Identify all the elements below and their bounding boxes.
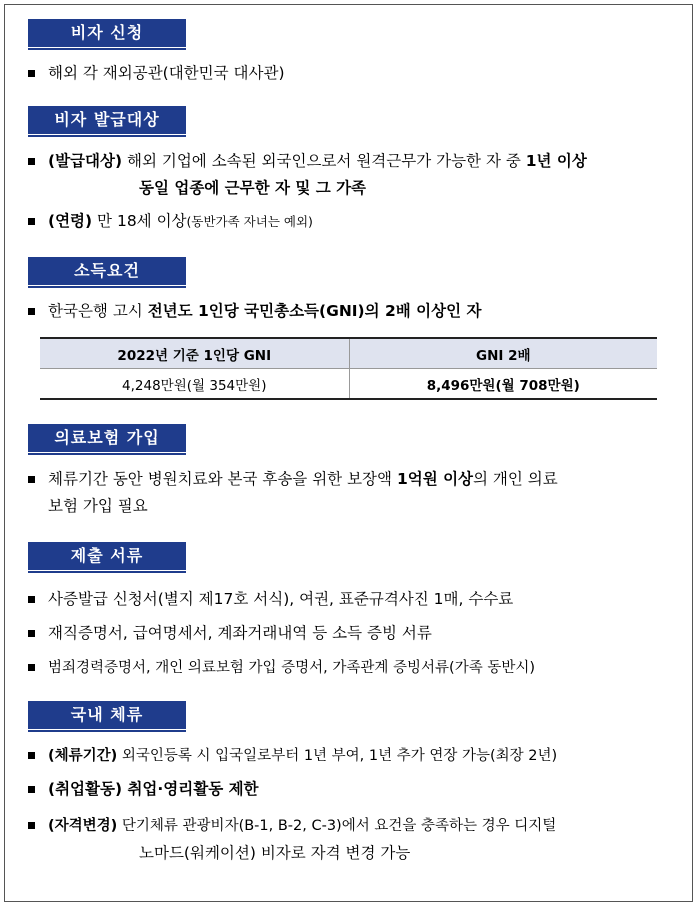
list-item: (취업활동) 취업·영리활동 제한 <box>28 776 683 803</box>
list-item: (연령) 만 18세 이상(동반가족 자녀는 예외) <box>28 208 683 235</box>
list-item: (자격변경) 단기체류 관광비자(B-1, B-2, C-3)에서 요건을 충족하는 경우 디지털 노마드(워케이션) 비자로 자격 변경 가능 <box>28 812 683 867</box>
section-header-insurance: 의료보험 가입 <box>28 424 186 452</box>
bullet-icon <box>28 786 35 793</box>
gni-table <box>40 337 657 400</box>
table-header: GNI 2배 <box>349 338 657 369</box>
section-header-income: 소득요건 <box>28 257 186 285</box>
section-header-eligibility: 비자 발급대상 <box>28 106 186 134</box>
section-header-domestic-stay: 국내 체류 <box>28 701 186 729</box>
bullet-icon <box>28 476 35 483</box>
table-header-row <box>40 338 657 369</box>
table-row <box>40 369 657 400</box>
section-header-visa-application: 비자 신청 <box>28 19 186 47</box>
list-item: 범죄경력증명서, 개인 의료보험 가입 증명서, 가족관계 증빙서류(가족 동반시) <box>28 654 683 682</box>
list-item: 재직증명서, 급여명세서, 계좌거래내역 등 소득 증빙 서류 <box>28 620 683 647</box>
list-item: 사증발급 신청서(별지 제17호 서식), 여권, 표준규격사진 1매, 수수료 <box>28 586 683 613</box>
bullet-icon <box>28 752 35 759</box>
list-item: 해외 각 재외공관(대한민국 대사관) <box>28 60 683 87</box>
list-item: 체류기간 동안 병원치료와 본국 후송을 위한 보장액 1억원 이상의 개인 의료 보험 가입 필요 <box>28 466 683 520</box>
list-item: (발급대상) 해외 기업에 소속된 외국인으로서 원격근무가 가능한 자 중 1년 이상 동일 업종에 근무한 자 및 그 가족 <box>28 148 683 202</box>
bullet-icon <box>28 70 35 77</box>
bullet-icon <box>28 218 35 225</box>
bullet-icon <box>28 822 35 829</box>
bullet-icon <box>28 630 35 637</box>
bullet-icon <box>28 664 35 671</box>
bullet-icon <box>28 308 35 315</box>
table-cell: 4,248만원(월 354만원) <box>40 369 349 400</box>
table-cell: 8,496만원(월 708만원) <box>349 369 657 400</box>
table-header: 2022년 기준 1인당 GNI <box>40 338 349 369</box>
bullet-icon <box>28 158 35 165</box>
list-item: (체류기간) 외국인등록 시 입국일로부터 1년 부여, 1년 추가 연장 가능(최장 2년) <box>28 742 683 770</box>
bullet-icon <box>28 596 35 603</box>
list-item: 한국은행 고시 전년도 1인당 국민총소득(GNI)의 2배 이상인 자 <box>28 298 683 325</box>
section-header-documents: 제출 서류 <box>28 542 186 570</box>
